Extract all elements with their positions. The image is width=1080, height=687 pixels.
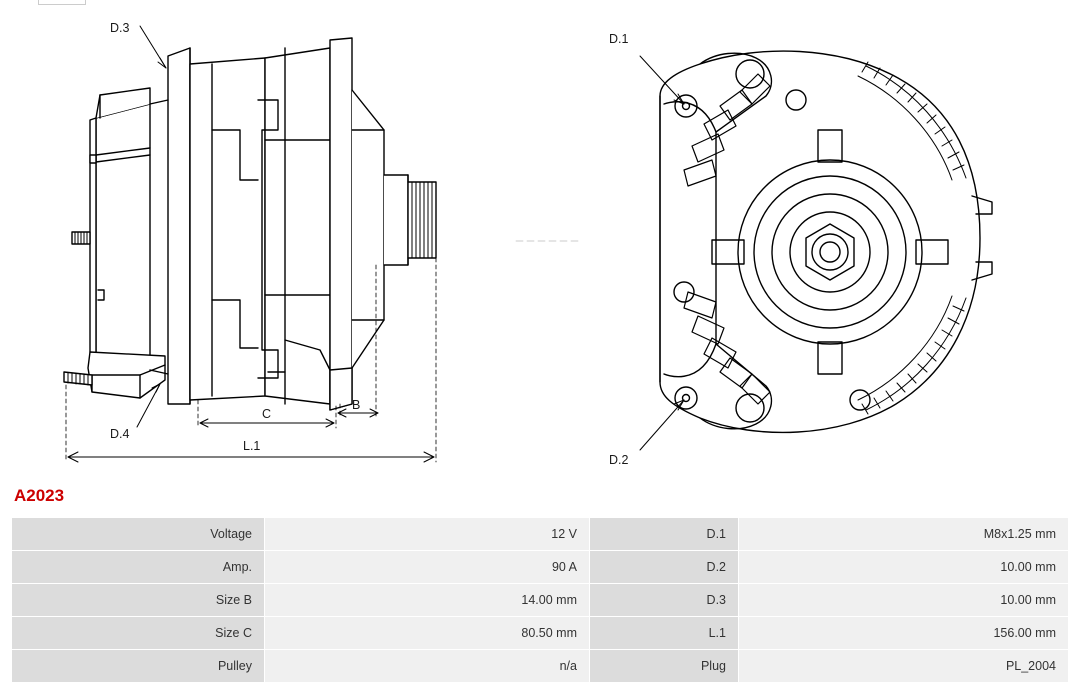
- spec-value: 90 A: [265, 551, 590, 584]
- spec-value: 80.50 mm: [265, 617, 590, 650]
- table-row: [12, 584, 1069, 617]
- label-d2: D.2: [609, 453, 629, 467]
- spec-key: D.3: [590, 584, 739, 617]
- table-row: [12, 518, 1069, 551]
- spec-value: 12 V: [265, 518, 590, 551]
- spec-key: Amp.: [12, 551, 265, 584]
- spec-value: M8x1.25 mm: [739, 518, 1069, 551]
- spec-key: Voltage: [12, 518, 265, 551]
- spec-value: 10.00 mm: [739, 584, 1069, 617]
- specifications-table: [11, 517, 1069, 683]
- spec-key: Size C: [12, 617, 265, 650]
- label-d3: D.3: [110, 21, 130, 35]
- spec-key: Plug: [590, 650, 739, 683]
- spec-key: L.1: [590, 617, 739, 650]
- table-row: [12, 551, 1069, 584]
- spec-key: D.2: [590, 551, 739, 584]
- part-code: A2023: [14, 486, 65, 505]
- spec-value: 156.00 mm: [739, 617, 1069, 650]
- label-c: C: [262, 407, 272, 421]
- spec-key: Pulley: [12, 650, 265, 683]
- spec-key: Size B: [12, 584, 265, 617]
- spec-value: 10.00 mm: [739, 551, 1069, 584]
- side-view-group: [64, 26, 582, 462]
- label-b: B: [352, 398, 361, 412]
- table-row: [12, 617, 1069, 650]
- spec-value: 14.00 mm: [265, 584, 590, 617]
- spec-value: n/a: [265, 650, 590, 683]
- label-l1: L.1: [243, 439, 261, 453]
- spec-value: PL_2004: [739, 650, 1069, 683]
- table-row: [12, 650, 1069, 683]
- front-view-group: [640, 51, 992, 450]
- label-d4: D.4: [110, 427, 130, 441]
- spec-key: D.1: [590, 518, 739, 551]
- label-d1: D.1: [609, 32, 629, 46]
